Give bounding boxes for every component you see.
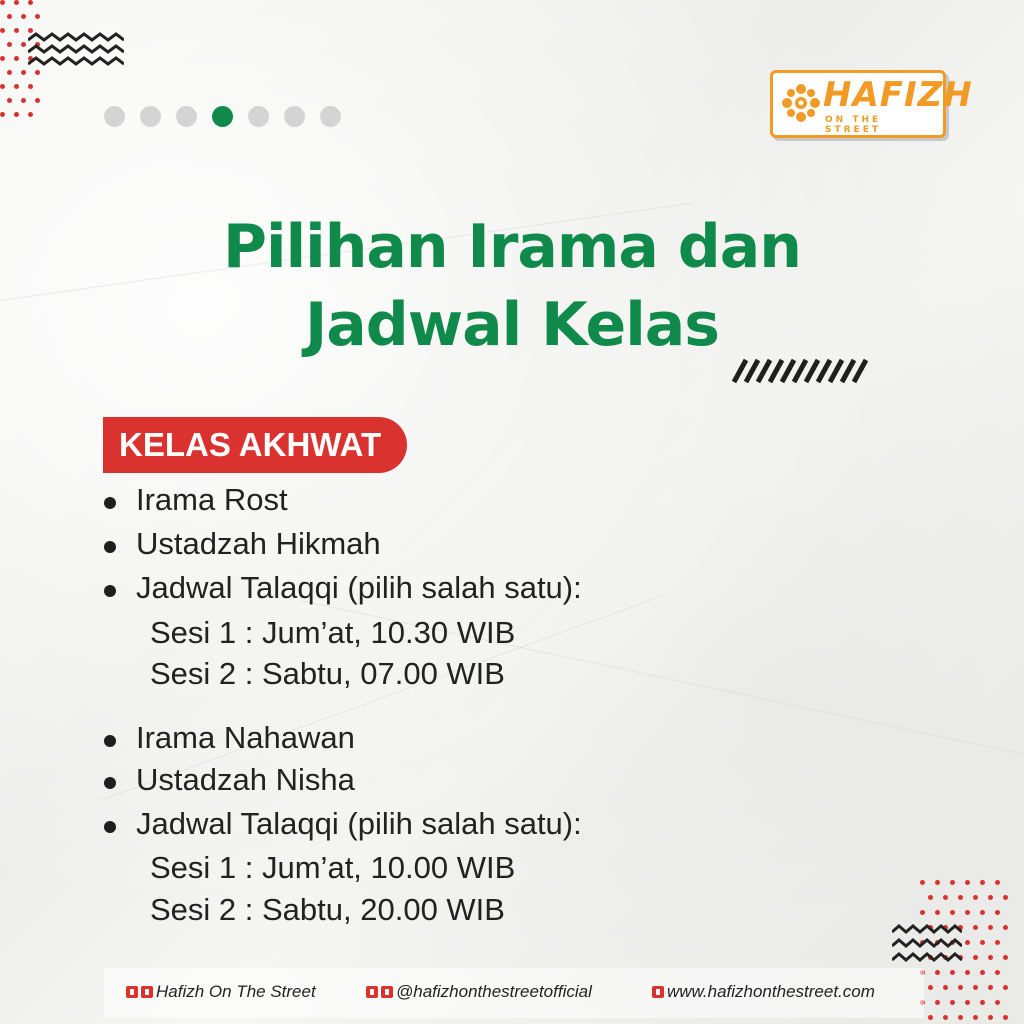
decor-dot — [14, 84, 19, 89]
footer-facebook-youtube[interactable] — [126, 982, 316, 1002]
decor-dot — [950, 1000, 955, 1005]
decor-dot — [920, 880, 925, 885]
decor-dot — [35, 98, 40, 103]
decor-dot — [980, 910, 985, 915]
list-item-text: Jadwal Talaqqi (pilih salah satu): — [136, 806, 582, 841]
decor-dot — [965, 940, 970, 945]
decor-dot — [973, 985, 978, 990]
decor-dot — [21, 98, 26, 103]
logo-subtitle: ON THE STREET — [825, 115, 882, 135]
decor-dot — [14, 0, 19, 5]
decor-dot — [21, 42, 26, 47]
decor-dot — [14, 112, 19, 117]
list-item-text: Ustadzah Hikmah — [136, 526, 381, 561]
decor-dot — [1003, 955, 1008, 960]
bullet-icon — [104, 821, 116, 833]
decor-dot — [935, 880, 940, 885]
decor-dot — [0, 56, 5, 61]
decor-dot — [920, 910, 925, 915]
decor-dot — [21, 70, 26, 75]
carousel-dot — [176, 106, 197, 127]
decor-dot — [935, 970, 940, 975]
session-text: Sesi 2 : Sabtu, 07.00 WIB — [150, 656, 505, 691]
youtube-icon — [141, 986, 153, 998]
decor-dot — [7, 70, 12, 75]
session-text: Sesi 1 : Jum’at, 10.00 WIB — [150, 850, 516, 885]
facebook-icon — [126, 986, 138, 998]
carousel-dot — [248, 106, 269, 127]
decor-dot — [958, 1015, 963, 1020]
bullet-icon — [104, 497, 116, 509]
decor-dot — [950, 970, 955, 975]
decor-dot — [28, 0, 33, 5]
carousel-dot — [140, 106, 161, 127]
decor-dot — [0, 28, 5, 33]
carousel-dot — [320, 106, 341, 127]
decor-dot — [1003, 1015, 1008, 1020]
decor-dot — [943, 895, 948, 900]
decor-dot — [1003, 985, 1008, 990]
bullet-icon — [104, 735, 116, 747]
decor-dot — [965, 970, 970, 975]
decor-dot — [28, 112, 33, 117]
zigzag-decoration-bottom — [892, 922, 962, 966]
list-item-text: Irama Rost — [136, 482, 288, 517]
instagram-icon — [381, 986, 393, 998]
decor-dot — [7, 98, 12, 103]
decor-dot — [980, 1000, 985, 1005]
session-text: Sesi 2 : Sabtu, 20.00 WIB — [150, 892, 505, 927]
decor-dot — [980, 970, 985, 975]
decor-dot — [0, 112, 5, 117]
title-line-1: Pilihan Irama dan — [223, 212, 801, 282]
class-badge: KELAS AKHWAT — [103, 417, 407, 473]
diagonal-stripes-decoration — [730, 358, 872, 384]
carousel-dot — [104, 106, 125, 127]
decor-dot — [988, 955, 993, 960]
footer-tiktok-instagram[interactable] — [366, 982, 592, 1002]
logo-ornament-icon — [779, 81, 823, 125]
decor-dot — [988, 1015, 993, 1020]
decor-dot — [1003, 895, 1008, 900]
session-text: Sesi 1 : Jum’at, 10.30 WIB — [150, 615, 516, 650]
bullet-icon — [104, 541, 116, 553]
decor-dot — [973, 955, 978, 960]
decor-dot — [988, 895, 993, 900]
title-line-2: Jadwal Kelas — [304, 290, 720, 360]
page-title — [0, 208, 1024, 364]
decor-dot — [28, 84, 33, 89]
decor-dot — [0, 0, 5, 5]
decor-dot — [988, 925, 993, 930]
list-item-text: Irama Nahawan — [136, 720, 355, 755]
decor-dot — [14, 56, 19, 61]
list-item-text: Ustadzah Nisha — [136, 762, 355, 797]
decor-dot — [988, 985, 993, 990]
decor-dot — [0, 84, 5, 89]
decor-dot — [35, 70, 40, 75]
carousel-dot — [212, 106, 233, 127]
decor-dot — [928, 895, 933, 900]
decor-dot — [7, 14, 12, 19]
decor-dot — [995, 910, 1000, 915]
decor-dot — [958, 985, 963, 990]
decor-dot — [973, 925, 978, 930]
footer-website-text: www.hafizhonthestreet.com — [667, 982, 875, 1001]
decor-dot — [14, 28, 19, 33]
decor-dot — [928, 985, 933, 990]
carousel-indicator — [104, 106, 341, 127]
decor-dot — [928, 1015, 933, 1020]
brand-logo — [770, 70, 973, 138]
decor-dot — [958, 895, 963, 900]
decor-dot — [973, 1015, 978, 1020]
footer-bar — [104, 968, 924, 1018]
decor-dot — [973, 895, 978, 900]
decor-dot — [995, 880, 1000, 885]
decor-dot — [995, 970, 1000, 975]
decor-dot — [965, 910, 970, 915]
decor-dot — [950, 910, 955, 915]
decor-dot — [935, 1000, 940, 1005]
decor-dot — [7, 42, 12, 47]
decor-dot — [995, 1000, 1000, 1005]
bullet-icon — [104, 585, 116, 597]
footer-website[interactable] — [652, 982, 875, 1002]
carousel-dot — [284, 106, 305, 127]
decor-dot — [35, 14, 40, 19]
decor-dot — [21, 14, 26, 19]
decor-dot — [980, 940, 985, 945]
bullet-icon — [104, 777, 116, 789]
decor-dot — [965, 880, 970, 885]
footer-facebook-youtube-text: Hafizh On The Street — [156, 982, 316, 1001]
decor-dot — [980, 880, 985, 885]
decor-dot — [1003, 925, 1008, 930]
tiktok-icon — [366, 986, 378, 998]
decor-dot — [943, 1015, 948, 1020]
globe-icon — [652, 986, 664, 998]
decor-dot — [935, 910, 940, 915]
decor-dot — [943, 985, 948, 990]
footer-tiktok-instagram-text: @hafizhonthestreetofficial — [396, 982, 592, 1001]
decor-dot — [995, 940, 1000, 945]
logo-title: HAFIZH — [823, 75, 973, 115]
list-item-text: Jadwal Talaqqi (pilih salah satu): — [136, 570, 582, 605]
decor-dot — [965, 1000, 970, 1005]
zigzag-decoration-top — [28, 30, 124, 70]
decor-dot — [950, 880, 955, 885]
